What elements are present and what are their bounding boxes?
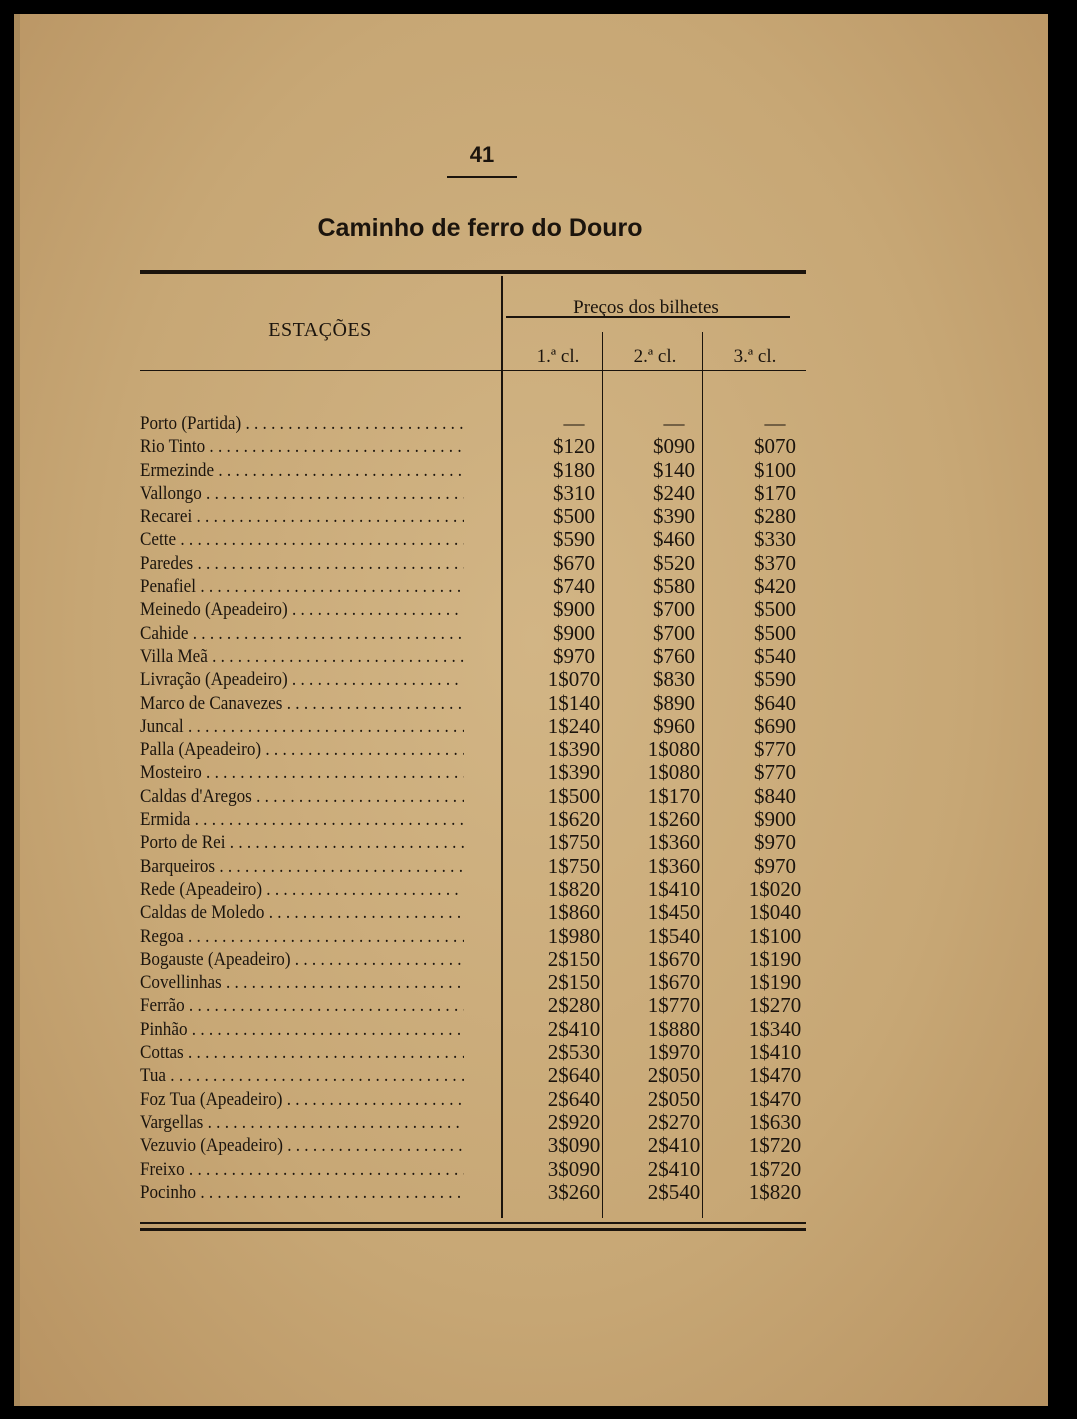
table-row: [140, 808, 806, 831]
price-class2: $700: [653, 597, 695, 622]
table-row: [140, 1041, 806, 1064]
table-row: [140, 482, 806, 505]
price-class2: 1$080: [647, 737, 701, 762]
class2-header: 2.ª cl.: [633, 346, 677, 367]
station-name: Tua . . .: [140, 1064, 464, 1087]
price-class2: 1$080: [647, 760, 701, 785]
price-class1: $670: [553, 550, 595, 575]
price-class3: $970: [754, 853, 796, 878]
price-class2: $960: [653, 713, 695, 738]
station-name: Cette . . .: [140, 528, 464, 551]
price-class2: $760: [653, 643, 695, 668]
price-class1: 2$640: [547, 1086, 601, 1111]
price-class3: $640: [754, 690, 796, 715]
price-class1: 1$860: [547, 900, 601, 925]
station-name: Ermezinde . . .: [140, 459, 464, 482]
price-class2: 2$410: [647, 1133, 701, 1158]
price-class1: 2$640: [547, 1063, 601, 1088]
price-class3: 1$190: [748, 970, 802, 995]
table-row: [140, 668, 806, 691]
price-class2: 2$410: [647, 1156, 701, 1181]
stations-header: ESTAÇÕES: [268, 319, 372, 341]
price-class3: $370: [754, 550, 796, 575]
table-row: [140, 785, 806, 808]
station-name: Covellinhas . . .: [140, 971, 464, 994]
table-row: [140, 738, 806, 761]
station-name: Porto de Rei . . .: [140, 831, 464, 854]
price-class1: 3$090: [547, 1156, 601, 1181]
page-title: Caminho de ferro do Douro: [317, 214, 643, 242]
price-class2: 2$270: [647, 1109, 701, 1134]
station-name: Bogauste (Apeadeiro) . . .: [140, 948, 464, 971]
price-class2: $700: [653, 620, 695, 645]
price-class1: $900: [553, 620, 595, 645]
price-class3: 1$190: [748, 946, 802, 971]
station-name: Rio Tinto . . .: [140, 435, 464, 458]
station-name: Porto (Partida) . . .: [140, 412, 464, 435]
price-class2: $090: [653, 434, 695, 459]
station-name: Cottas . . .: [140, 1041, 464, 1064]
price-class1: 1$390: [547, 737, 601, 762]
station-name: Recarei . . .: [140, 505, 464, 528]
table-row: [140, 645, 806, 668]
price-class3: $100: [754, 457, 796, 482]
price-class3: 1$100: [748, 923, 802, 948]
price-class3: $330: [754, 527, 796, 552]
price-class3: $770: [754, 760, 796, 785]
price-class3: 1$040: [748, 900, 802, 925]
table-row: [140, 528, 806, 551]
price-class1: 1$390: [547, 760, 601, 785]
price-class3: 1$630: [748, 1109, 802, 1134]
price-class3: $500: [754, 620, 796, 645]
page-number: 41: [469, 142, 495, 167]
price-class3: 1$020: [748, 876, 802, 901]
station-name: Caldas d'Aregos . . .: [140, 785, 464, 808]
price-class3: 1$720: [748, 1156, 802, 1181]
station-name: Juncal . . .: [140, 715, 464, 738]
table-row: [140, 1018, 806, 1041]
price-class3: $840: [754, 783, 796, 808]
station-name: Barqueiros . . .: [140, 855, 464, 878]
table-row: [140, 761, 806, 784]
price-class1: 1$750: [547, 830, 601, 855]
price-class1: $970: [553, 643, 595, 668]
price-class3: —: [764, 411, 786, 435]
station-name: Rede (Apeadeiro) . . .: [140, 878, 464, 901]
price-class1: $310: [553, 480, 595, 505]
price-class3: 1$470: [748, 1086, 802, 1111]
table-row: [140, 948, 806, 971]
table-row: [140, 692, 806, 715]
table-row: [140, 575, 806, 598]
station-name: Livração (Apeadeiro) . . .: [140, 668, 464, 691]
table-row: [140, 1088, 806, 1111]
price-class1: 3$260: [547, 1179, 601, 1204]
price-class1: 1$820: [547, 876, 601, 901]
price-class1: 2$150: [547, 970, 601, 995]
station-name: Pocinho . . .: [140, 1181, 464, 1204]
price-class2: $580: [653, 574, 695, 599]
price-class1: 2$150: [547, 946, 601, 971]
price-class3: 1$820: [748, 1179, 802, 1204]
prices-header: Preços dos bilhetes: [573, 297, 719, 318]
price-class1: $590: [553, 527, 595, 552]
class1-header: 1.ª cl.: [536, 346, 580, 367]
station-name: Foz Tua (Apeadeiro) . . .: [140, 1088, 464, 1111]
price-class1: 1$750: [547, 853, 601, 878]
price-class1: 3$090: [547, 1133, 601, 1158]
table-row: [140, 855, 806, 878]
price-class1: $120: [553, 434, 595, 459]
price-class2: 1$450: [647, 900, 701, 925]
price-class3: $540: [754, 643, 796, 668]
table-row: [140, 459, 806, 482]
station-name: Caldas de Moledo . . .: [140, 901, 464, 924]
price-class3: 1$410: [748, 1040, 802, 1065]
price-class2: —: [663, 411, 685, 435]
price-class2: 1$410: [647, 876, 701, 901]
table-row: [140, 598, 806, 621]
price-class1: —: [563, 411, 585, 435]
station-name: Vallongo . . .: [140, 482, 464, 505]
price-class2: 2$050: [647, 1063, 701, 1088]
price-class3: $070: [754, 434, 796, 459]
table-row: [140, 552, 806, 575]
table-row: [140, 831, 806, 854]
table-row: [140, 1158, 806, 1181]
price-class1: 1$070: [547, 667, 601, 692]
price-class1: 1$500: [547, 783, 601, 808]
station-name: Freixo . . .: [140, 1158, 464, 1181]
price-class1: 2$920: [547, 1109, 601, 1134]
price-class3: 1$720: [748, 1133, 802, 1158]
station-name: Paredes . . .: [140, 552, 464, 575]
price-class1: $900: [553, 597, 595, 622]
price-class2: 1$360: [647, 853, 701, 878]
station-name: Vezuvio (Apeadeiro) . . .: [140, 1134, 464, 1157]
table-bottom-rule-1: [140, 1222, 806, 1224]
table-row: [140, 435, 806, 458]
price-class3: $900: [754, 807, 796, 832]
price-class3: 1$340: [748, 1016, 802, 1041]
price-class3: $280: [754, 504, 796, 529]
price-class3: $170: [754, 480, 796, 505]
table-row: [140, 1181, 806, 1204]
station-name: Pinhão . . .: [140, 1018, 464, 1041]
price-class2: 2$050: [647, 1086, 701, 1111]
price-class1: $180: [553, 457, 595, 482]
price-class3: $500: [754, 597, 796, 622]
price-class1: 2$410: [547, 1016, 601, 1041]
price-class2: $390: [653, 504, 695, 529]
table-row: [140, 622, 806, 645]
page-number-rule: [447, 176, 517, 178]
price-class2: 1$670: [647, 970, 701, 995]
table-row: [140, 901, 806, 924]
table-row: [140, 994, 806, 1017]
table-row: [140, 1134, 806, 1157]
station-name: Vargellas . . .: [140, 1111, 464, 1134]
price-class1: 1$620: [547, 807, 601, 832]
station-name: Palla (Apeadeiro) . . .: [140, 738, 464, 761]
price-class1: 1$980: [547, 923, 601, 948]
price-class1: 2$280: [547, 993, 601, 1018]
page: [14, 14, 1048, 1406]
station-name: Ermida . . .: [140, 808, 464, 831]
class3-header: 3.ª cl.: [733, 346, 777, 367]
station-name: Ferrão . . .: [140, 994, 464, 1017]
table-row: [140, 1064, 806, 1087]
price-class2: 1$360: [647, 830, 701, 855]
price-class2: 2$540: [647, 1179, 701, 1204]
price-class2: $140: [653, 457, 695, 482]
station-name: Penafiel . . .: [140, 575, 464, 598]
price-class1: 2$530: [547, 1040, 601, 1065]
price-class2: 1$540: [647, 923, 701, 948]
table-top-rule: [140, 270, 806, 274]
price-class1: $500: [553, 504, 595, 529]
table-row: [140, 1111, 806, 1134]
table-row: [140, 971, 806, 994]
price-class2: $460: [653, 527, 695, 552]
price-class2: $240: [653, 480, 695, 505]
price-class2: $830: [653, 667, 695, 692]
price-class2: 1$670: [647, 946, 701, 971]
price-class3: $590: [754, 667, 796, 692]
station-name: Mosteiro . . .: [140, 761, 464, 784]
table-bottom-rule-2: [140, 1228, 806, 1231]
price-class3: $970: [754, 830, 796, 855]
price-class2: $520: [653, 550, 695, 575]
station-name: Meinedo (Apeadeiro) . . .: [140, 598, 464, 621]
price-class2: 1$170: [647, 783, 701, 808]
table-row: [140, 505, 806, 528]
price-class1: 1$140: [547, 690, 601, 715]
price-class3: $770: [754, 737, 796, 762]
table-row: [140, 925, 806, 948]
station-name: Marco de Canavezes . . .: [140, 692, 464, 715]
station-name: Cahide . . .: [140, 622, 464, 645]
price-class3: 1$270: [748, 993, 802, 1018]
price-class3: $420: [754, 574, 796, 599]
price-class2: 1$260: [647, 807, 701, 832]
price-class1: $740: [553, 574, 595, 599]
price-class3: $690: [754, 713, 796, 738]
price-class2: $890: [653, 690, 695, 715]
table-row: [140, 715, 806, 738]
table-row: [140, 412, 806, 435]
price-class2: 1$770: [647, 993, 701, 1018]
header-bottom-rule: [140, 370, 806, 371]
station-name: Villa Meã . . .: [140, 645, 464, 668]
station-name: Regoa . . .: [140, 925, 464, 948]
fare-table: [140, 412, 806, 1204]
price-class3: 1$470: [748, 1063, 802, 1088]
price-class1: 1$240: [547, 713, 601, 738]
price-class2: 1$970: [647, 1040, 701, 1065]
price-class2: 1$880: [647, 1016, 701, 1041]
table-row: [140, 878, 806, 901]
